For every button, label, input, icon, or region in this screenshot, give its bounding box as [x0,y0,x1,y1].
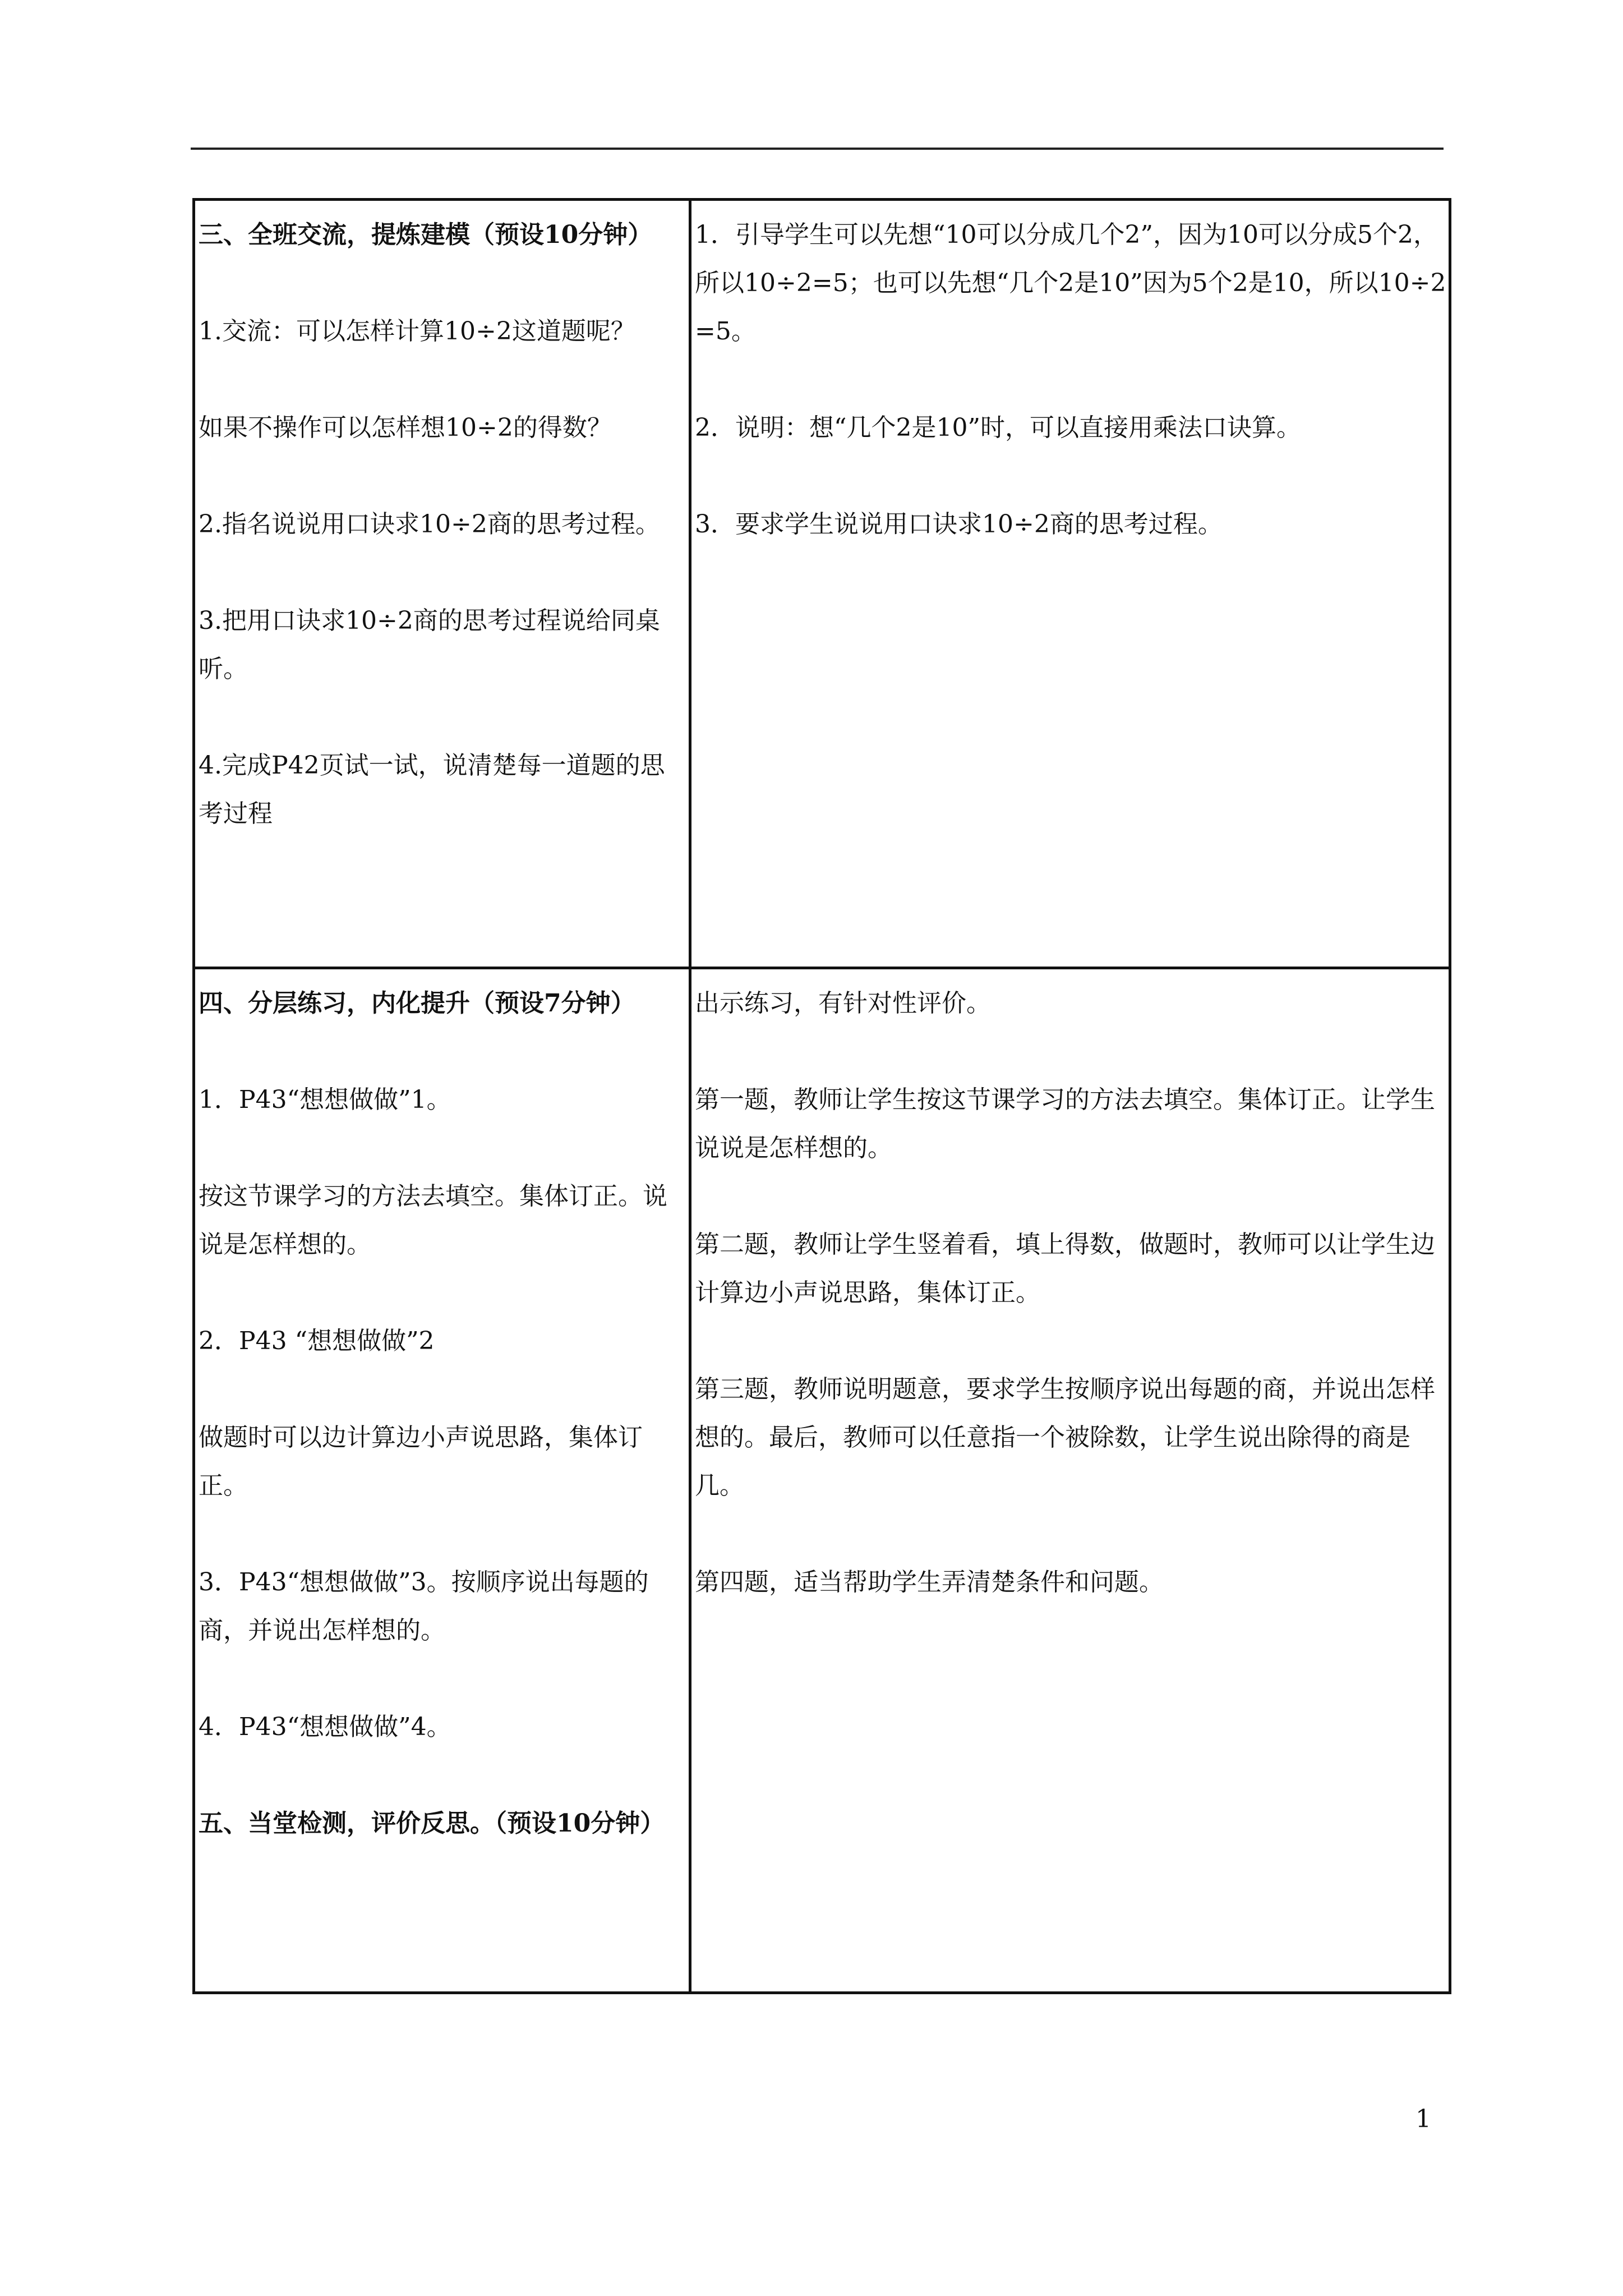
paragraph: 2．P43 “想想做做”2 [199,1327,435,1355]
paragraph: 1．引导学生可以先想“10可以分成几个2”，因为10可以分成5个2，所以10÷2=5；也可以先想“几个2是10”因为5个2是10，所以10÷2=5。 [695,220,1446,346]
section-heading-5: 五、当堂检测，评价反思。（预设10分钟） [199,1809,665,1838]
table-cell-guidance [690,968,1450,1993]
paragraph: 第三题，教师说明题意，要求学生按顺序说出每题的商，并说出怎样想的。最后，教师可以任意指一个被除数，让学生说出除得的商是几。 [695,1375,1435,1500]
paragraph: 第一题，教师让学生按这节课学习的方法去填空。集体订正。让学生说说是怎样想的。 [695,1085,1435,1162]
paragraph: 1.交流：可以怎样计算10÷2这道题呢？ [199,317,635,346]
table-cell-guidance [690,200,1450,968]
paragraph: 3．要求学生说说用口诀求10÷2商的思考过程。 [695,510,1223,539]
table-row [194,968,1450,1993]
paragraph: 2.指名说说用口诀求10÷2商的思考过程。 [199,510,660,539]
section-heading-4: 四、分层练习，内化提升（预设7分钟） [199,989,635,1018]
paragraph: 4.完成P42页试一试，说清楚每一道题的思考过程 [199,751,665,828]
lesson-plan-table [192,198,1451,1994]
paragraph: 1．P43“想想做做”1。 [199,1085,451,1114]
paragraph: 3.把用口诀求10÷2商的思考过程说给同桌听。 [199,606,660,683]
paragraph: 第二题，教师让学生竖着看，填上得数，做题时，教师可以让学生边计算边小声说思路，集体订正。 [695,1230,1435,1307]
table-cell-activity [194,968,690,1993]
paragraph: 2．说明：想“几个2是10”时，可以直接用乘法口诀算。 [695,413,1301,442]
paragraph: 第四题，适当帮助学生弄清楚条件和问题。 [695,1568,1164,1596]
table-cell-activity [194,200,690,968]
page-number: 1 [1415,2105,1431,2133]
paragraph: 如果不操作可以怎样想10÷2的得数？ [199,413,612,442]
table-row [194,200,1450,968]
paragraph: 4．P43“想想做做”4。 [199,1713,451,1741]
section-heading-3: 三、全班交流，提炼建模（预设10分钟） [199,220,653,249]
paragraph: 按这节课学习的方法去填空。集体订正。说说是怎样想的。 [199,1182,667,1259]
paragraph: 做题时可以边计算边小声说思路，集体订正。 [199,1423,643,1500]
paragraph: 3．P43“想想做做”3。按顺序说出每题的商，并说出怎样想的。 [199,1568,649,1645]
header-rule [191,148,1444,150]
paragraph: 出示练习，有针对性评价。 [695,989,991,1018]
